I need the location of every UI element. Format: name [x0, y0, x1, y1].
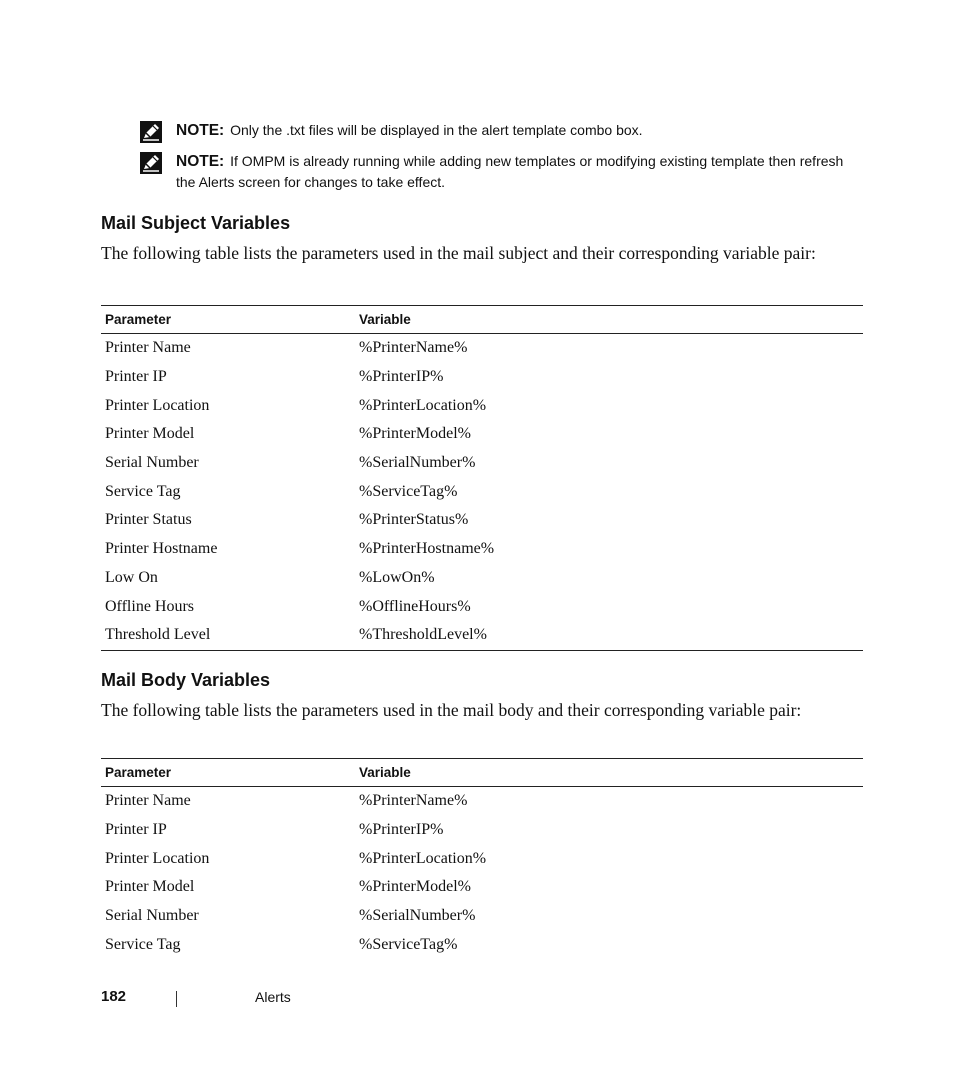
parameter-cell: Printer Model	[105, 878, 195, 896]
variable-cell: %ThresholdLevel%	[359, 626, 487, 644]
table-row	[101, 506, 863, 535]
note-text: Only the .txt files will be displayed in the alert template combo box.	[230, 122, 643, 138]
page-footer	[101, 988, 501, 1010]
table-row	[101, 334, 863, 363]
variable-cell: %ServiceTag%	[359, 935, 458, 953]
parameter-cell: Service Tag	[105, 935, 181, 953]
parameter-cell: Printer Status	[105, 511, 192, 529]
variable-cell: %SerialNumber%	[359, 907, 476, 925]
table-row	[101, 844, 863, 873]
note-pencil-icon	[140, 121, 162, 143]
table-row	[101, 787, 863, 816]
table-row	[101, 930, 863, 959]
table-row	[101, 873, 863, 902]
variable-cell: %PrinterLocation%	[359, 849, 487, 867]
variable-cell: %ServiceTag%	[359, 482, 458, 500]
table-row	[101, 816, 863, 845]
parameter-cell: Threshold Level	[105, 626, 211, 644]
variable-cell: %PrinterName%	[359, 792, 468, 810]
variable-cell: %PrinterLocation%	[359, 396, 487, 414]
note-text-continued: the Alerts screen for changes to take effect.	[176, 174, 446, 190]
variable-cell: %SerialNumber%	[359, 454, 476, 472]
table-header-row	[101, 759, 863, 787]
parameter-cell: Printer Location	[105, 849, 210, 867]
note-2	[140, 151, 862, 192]
variable-cell: %PrinterStatus%	[359, 511, 469, 529]
parameter-cell: Offline Hours	[105, 597, 195, 615]
note-pencil-icon	[140, 152, 162, 174]
body-variables-table	[101, 758, 863, 959]
variable-cell: %PrinterHostname%	[359, 540, 495, 558]
section-intro-subject: The following table lists the parameters used in the mail subject and their corresponding variable pair:	[101, 243, 816, 263]
header-variable: Variable	[355, 759, 863, 787]
header-parameter: Parameter	[101, 759, 355, 787]
note-text: If OMPM is already running while adding new templates or modifying existing template then refresh	[230, 153, 844, 169]
variable-cell: %PrinterName%	[359, 339, 468, 357]
table-row	[101, 477, 863, 506]
table-header-row	[101, 306, 863, 334]
parameter-cell: Printer Name	[105, 339, 191, 357]
footer-divider	[176, 991, 177, 1007]
subject-variables-table	[101, 305, 863, 651]
variable-cell: %PrinterModel%	[359, 425, 471, 443]
variable-cell: %OfflineHours%	[359, 597, 471, 615]
table-row	[101, 535, 863, 564]
parameter-cell: Printer Location	[105, 396, 210, 414]
note-label: NOTE:	[176, 153, 225, 170]
parameter-cell: Printer Model	[105, 425, 195, 443]
table-row	[101, 420, 863, 449]
parameter-cell: Service Tag	[105, 482, 181, 500]
parameter-cell: Serial Number	[105, 454, 199, 472]
header-parameter: Parameter	[101, 306, 355, 334]
parameter-cell: Printer IP	[105, 368, 167, 386]
note-1	[140, 120, 862, 141]
parameter-cell: Printer Hostname	[105, 540, 218, 558]
variable-cell: %LowOn%	[359, 568, 435, 586]
page-number: 182	[101, 988, 127, 1005]
table-row	[101, 902, 863, 931]
parameter-cell: Printer IP	[105, 821, 167, 839]
footer-section-title: Alerts	[255, 989, 291, 1005]
header-variable: Variable	[355, 306, 863, 334]
variable-cell: %PrinterIP%	[359, 821, 444, 839]
section-heading-subject: Mail Subject Variables	[101, 213, 291, 233]
table-row	[101, 621, 863, 650]
variable-cell: %PrinterModel%	[359, 878, 471, 896]
variable-cell: %PrinterIP%	[359, 368, 444, 386]
section-heading-body: Mail Body Variables	[101, 670, 271, 690]
section-intro-body: The following table lists the parameters used in the mail body and their corresponding variable pair:	[101, 700, 802, 720]
parameter-cell: Low On	[105, 568, 158, 586]
table-row	[101, 391, 863, 420]
table-row	[101, 592, 863, 621]
table-row	[101, 449, 863, 478]
table-row	[101, 564, 863, 593]
table-row	[101, 363, 863, 392]
note-label: NOTE:	[176, 122, 225, 139]
parameter-cell: Serial Number	[105, 907, 199, 925]
parameter-cell: Printer Name	[105, 792, 191, 810]
